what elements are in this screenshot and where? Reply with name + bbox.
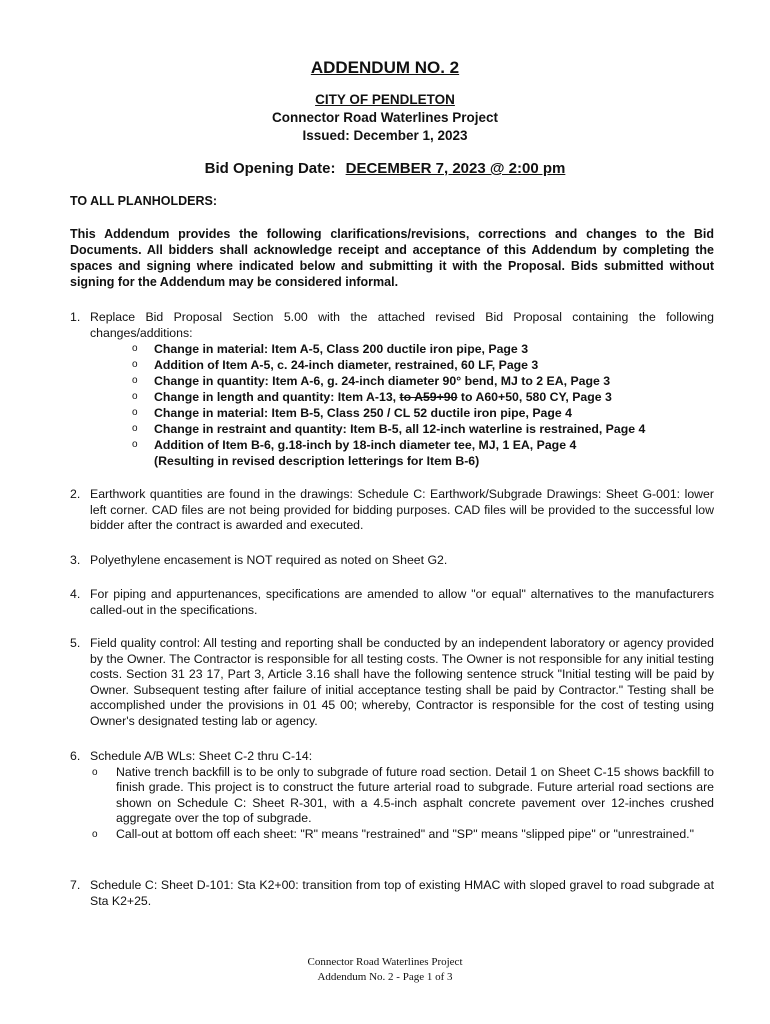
bullet-icon: o: [132, 343, 138, 354]
bullet-icon: o: [132, 375, 138, 386]
item-3: [70, 553, 714, 569]
list-item: o Call-out at bottom off each sheet: "R" means "restrained" and "SP" means "slipped pipe" or "unrestrained.": [92, 826, 694, 841]
bullet-icon: o: [92, 766, 98, 778]
item-number: 5.: [70, 636, 81, 650]
bullet-icon: o: [132, 407, 138, 418]
item-text: Schedule C: Sheet D-101: Sta K2+00: transition from top of existing HMAC with sloped gravel to road subgrade at Sta K2+25.: [90, 878, 714, 908]
city-name: CITY OF PENDLETON: [315, 92, 455, 107]
bid-opening-date: DECEMBER 7, 2023 @ 2:00 pm: [345, 160, 566, 177]
bullet-icon: o: [132, 359, 138, 370]
list-item: o Change in length and quantity: Item A-13, to A59+90 to A60+50, 580 CY, Page 3: [132, 390, 612, 404]
struck-text: to A59+90: [399, 390, 458, 404]
document-title: ADDENDUM NO. 2: [310, 58, 460, 77]
bullet-icon: o: [132, 439, 138, 450]
item-text: Field quality control: All testing and reporting shall be conducted by an independent laboratory or agency provided by the Owner. The Contractor is responsible for all testing costs. The Owner is not responsible for any initial testing costs. Section 31 23 17, Part 3, Article 3.16 shall have the following sentence struck "Initial testing will be paid by Owner. Subsequent testing after failure of initial acceptance testing shall be paid by Contractor." Testing shall be accomplished under the provisions in 01 45 00; whereby, Contractor is responsible for the cost of testing using Owner's designated testing lab or agency.: [90, 636, 714, 728]
bid-opening-label: Bid Opening Date:: [204, 160, 336, 177]
item-7: [70, 878, 714, 909]
item-number: 3.: [70, 553, 81, 567]
bullet-icon: o: [132, 423, 138, 434]
item-4: [70, 587, 714, 618]
detail-list: [92, 765, 714, 843]
salutation: TO ALL PLANHOLDERS:: [70, 194, 217, 208]
item-number: 6.: [70, 749, 81, 763]
item-number: 4.: [70, 587, 81, 601]
item-text: Schedule A/B WLs: Sheet C-2 thru C-14:: [90, 749, 313, 763]
item-text: Polyethylene encasement is NOT required as noted on Sheet G2.: [90, 553, 448, 567]
intro-paragraph: This Addendum provides the following clarifications/revisions, corrections and changes to the Bid Documents. All bidders shall acknowledge receipt and acceptance of this Addendum by completing the spaces and signing where indicated below and submitting it with the Proposal. Bids submitted without signing for the Addendum may be considered informal.: [70, 227, 714, 289]
list-item: o Addition of Item A-5, c. 24-inch diameter, restrained, 60 LF, Page 3: [132, 358, 539, 372]
project-name: Connector Road Waterlines Project: [271, 110, 499, 125]
list-item: o Addition of Item B-6, g.18-inch by 18-inch diameter tee, MJ, 1 EA, Page 4 (Resulting in revised description letterings for Item B-6): [132, 438, 577, 468]
bid-opening: [0, 160, 770, 177]
item-number: 2.: [70, 487, 81, 501]
list-item: o Change in material: Item B-5, Class 250 / CL 52 ductile iron pipe, Page 4: [132, 406, 572, 420]
item-6: [70, 749, 714, 842]
list-item: o Change in material: Item A-5, Class 200 ductile iron pipe, Page 3: [132, 342, 529, 356]
item-text: For piping and appurtenances, specifications are amended to allow "or equal" alternatives to the manufacturers called-out in the specifications.: [90, 587, 714, 617]
item-1: [70, 310, 714, 469]
item-number: 1.: [70, 310, 81, 324]
bullet-icon: o: [92, 828, 98, 840]
footer-page-number: Addendum No. 2 - Page 1 of 3: [317, 971, 453, 983]
item-5: [70, 636, 714, 729]
bullet-icon: o: [132, 391, 138, 402]
footer-project: Connector Road Waterlines Project: [307, 956, 463, 968]
change-list: [132, 341, 714, 469]
list-item: o Change in restraint and quantity: Item B-5, all 12-inch waterline is restrained, Page 4: [132, 422, 646, 436]
issued-date: Issued: December 1, 2023: [302, 128, 468, 143]
item-number: 7.: [70, 878, 81, 892]
list-note: (Resulting in revised description letterings for Item B-6): [154, 454, 480, 468]
list-item: o Native trench backfill is to be only to subgrade of future road section. Detail 1 on Sheet C-15 shows backfill to finish grade. This project is to construct the future arterial road to subgrade. Future arterial road sections are shown on Schedule C: Sheet R-301, with a 4.5-inch asphalt concrete pavement over 12-inches crushed aggregate over the top of subgrade.: [92, 764, 714, 825]
item-text: Earthwork quantities are found in the drawings: Schedule C: Earthwork/Subgrade Drawings: Sheet G-001: lower left corner. CAD files are not being provided for bidding purposes. CAD files will be provided to the successful low bidder after the contract is awarded and executed.: [90, 487, 714, 532]
item-2: [70, 487, 714, 534]
item-text: Replace Bid Proposal Section 5.00 with the attached revised Bid Proposal containing the following changes/additions:: [90, 310, 714, 340]
list-item: o Change in quantity: Item A-6, g. 24-inch diameter 90° bend, MJ to 2 EA, Page 3: [132, 374, 611, 388]
